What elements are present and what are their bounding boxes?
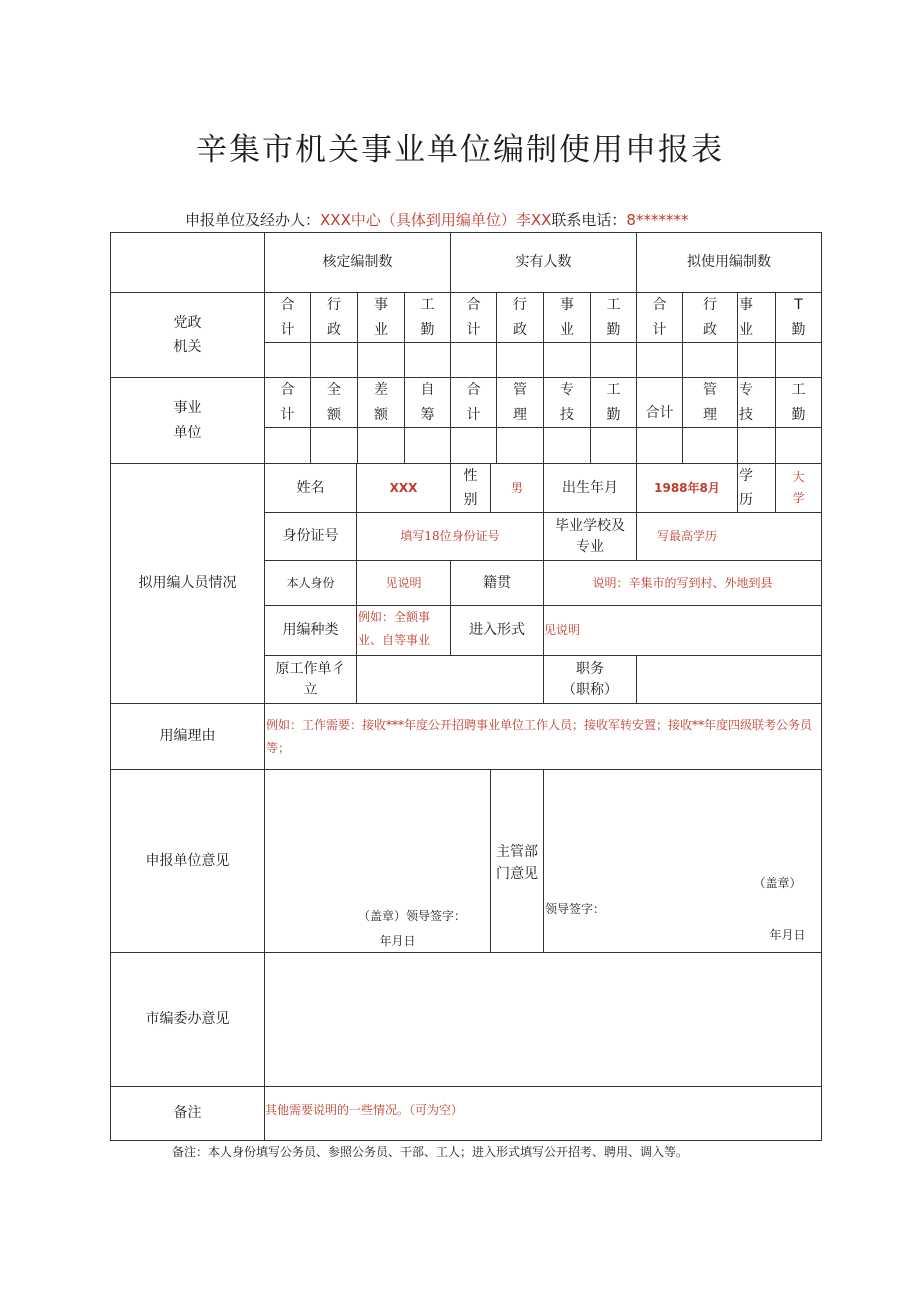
birth-value: 1988年8月 [654,480,720,495]
party-col-11 [738,293,754,342]
party-col-4 [405,293,450,342]
identity-value: 见说明 [385,575,422,590]
edu-label [738,464,754,512]
party-col-11-b: 业 [739,321,753,338]
party-col-5-b: 计 [466,321,481,338]
type-value-a: 例如：全额事 [358,610,431,625]
inst-col-2 [311,378,357,427]
dept-opinion-label-a: 主管部 [496,843,538,860]
phone-value: 8******* [626,211,689,229]
inst-col-11-b: 技 [739,406,753,423]
prev-label-a: 原工作单彳 [275,660,346,677]
school-label [544,513,636,560]
committee-label: 市编委办意见 [145,1011,230,1028]
identity-label: 本人身份 [286,575,335,590]
party-label-1: 党政 [173,314,202,331]
party-col-3-b: 业 [374,321,388,338]
party-col-8 [591,293,636,342]
gender-label-b: 别 [463,492,478,508]
gender-label-a: 性 [463,467,478,484]
footnote: 备注：本人身份填写公务员、参照公务员、干部、工人；进入形式填写公开招考、聘用、调入等。 [172,1145,689,1159]
inst-col-3-a: 差 [374,382,388,398]
party-col-1-b: 计 [280,321,295,338]
party-col-8-a: 工 [606,297,621,313]
post-value[interactable] [637,656,821,703]
party-col-12-b: 勤 [791,321,806,338]
gender-label [451,464,490,512]
school-value: 写最高学历 [656,529,717,543]
party-col-4-a: 工 [420,297,435,313]
inst-col-10-a: 管 [703,382,717,398]
entry-label: 进入形式 [469,622,525,639]
gender-value: 男 [510,480,523,495]
party-col-2-a: 行 [327,297,341,313]
party-col-4-b: 勤 [420,321,435,338]
person-section-label: 拟用编人员情况 [138,575,237,592]
inst-label-2: 单位 [173,424,202,441]
page-title: 辛集市机关事业单位编制使用申报表 [196,132,724,168]
inst-col-8-b: 勤 [606,406,621,423]
reason-value: 例如：工作需要：接收***年度公开招聘事业单位工作人员；接收军转安置；接收**年度四级联考公务员等； [266,717,813,755]
party-col-8-b: 勤 [606,321,621,338]
party-col-2 [311,293,357,342]
inst-col-10-b: 理 [703,406,717,423]
party-col-1-a: 合 [280,297,295,313]
inst-col-10 [683,378,737,427]
party-col-7-b: 业 [560,321,574,338]
type-value [358,603,450,655]
inst-col-7-b: 技 [560,406,574,423]
opinion-seal-sign: （盖章）领导签字： [357,908,466,923]
edu-label-b: 历 [739,492,753,508]
header-actual: 实有人数 [515,254,572,271]
party-col-10 [683,293,737,342]
inst-col-1-b: 计 [280,406,295,423]
party-col-12-a: T [794,297,803,313]
party-col-9 [637,293,682,342]
inst-col-9: 合计 [645,405,674,422]
dept-sign: 领导签字： [545,901,606,916]
remark-value [265,1087,821,1140]
inst-col-2-a: 全 [327,382,341,398]
inst-col-3-b: 额 [374,406,388,423]
type-value-b: 业、自等事业 [358,633,431,647]
inst-col-3 [358,378,404,427]
native-value: 说明：辛集市的写到村、外地到县 [592,575,773,590]
inst-col-12 [776,378,821,427]
party-col-10-b: 政 [703,321,717,338]
party-col-6-a: 行 [513,297,527,313]
reporter-value: XXX中心（具体到用编单位）李XX [320,211,552,229]
inst-col-5 [451,378,496,427]
type-label: 用编种类 [282,622,339,639]
inst-col-6 [497,378,543,427]
inst-col-7 [544,378,590,427]
party-col-3 [358,293,404,342]
post-label-b: （职称） [562,681,618,698]
edu-value [776,464,821,512]
party-col-5-a: 合 [466,297,481,313]
name-value: XXX [389,480,418,495]
party-col-7 [544,293,590,342]
edu-value-b: 学 [792,491,805,505]
party-col-3-a: 事 [374,297,388,313]
party-col-11-a: 事 [739,297,753,313]
inst-col-4-a: 自 [420,382,435,398]
native-label: 籍贯 [483,574,511,591]
party-col-5 [451,293,496,342]
prev-value[interactable] [357,656,543,703]
party-col-6 [497,293,543,342]
party-col-7-a: 事 [560,297,574,313]
inst-col-5-a: 合 [466,382,481,398]
inst-col-12-b: 勤 [791,406,806,423]
party-col-10-a: 行 [703,297,717,313]
opinion-label: 申报单位意见 [145,852,230,869]
name-label: 姓名 [296,479,325,496]
inst-col-11 [738,378,754,427]
inst-col-5-b: 计 [466,406,481,423]
inst-col-11-a: 专 [739,382,753,398]
reporter-label: 申报单位及经办人： [185,211,321,229]
dept-opinion-label-b: 门意见 [496,866,538,882]
inst-col-6-a: 管 [513,382,527,398]
inst-col-4 [405,378,450,427]
birth-label: 出生年月 [562,479,618,496]
inst-col-2-b: 额 [327,406,341,423]
edu-label-a: 学 [739,467,753,484]
remark-label: 备注 [173,1105,202,1122]
inst-col-7-a: 专 [560,382,574,398]
inst-col-6-b: 理 [513,406,527,423]
opinion-date: 年月日 [379,933,416,948]
party-label-2: 机关 [173,339,202,355]
school-label-a: 毕业学校及 [555,517,625,534]
phone-label: 联系电话： [551,211,627,229]
inst-col-8-a: 工 [606,382,621,398]
id-label: 身份证号 [282,528,339,545]
post-label-a: 职务 [576,660,604,677]
party-col-2-b: 政 [327,321,341,338]
party-col-6-b: 政 [513,321,527,338]
party-col-1 [265,293,310,342]
prev-label [265,656,356,703]
remark-value-text: 其他需要说明的一些情况。（可为空） [265,1103,464,1117]
inst-label [111,378,264,463]
inst-col-12-a: 工 [791,382,806,398]
header-planned: 拟使用编制数 [687,254,771,271]
party-label [111,293,264,377]
dept-seal: （盖章） [753,875,802,890]
dept-opinion-label [491,838,543,888]
inst-label-1: 事业 [173,400,202,416]
party-col-9-a: 合 [652,297,667,313]
reason-label: 用编理由 [159,728,216,745]
edu-value-a: 大 [792,470,805,484]
entry-value: 见说明 [544,623,581,637]
school-label-b: 专业 [576,538,604,555]
header-approved: 核定编制数 [322,254,393,271]
prev-label-b: 立 [303,681,318,698]
id-value: 填写18位身份证号 [400,529,500,543]
post-label [544,656,636,703]
inst-col-1-a: 合 [280,382,295,398]
inst-col-4-b: 筹 [420,406,435,423]
party-col-12 [776,293,821,342]
inst-col-1 [265,378,310,427]
inst-col-8 [591,378,636,427]
party-col-9-b: 计 [652,321,667,338]
dept-date: 年月日 [769,927,806,942]
